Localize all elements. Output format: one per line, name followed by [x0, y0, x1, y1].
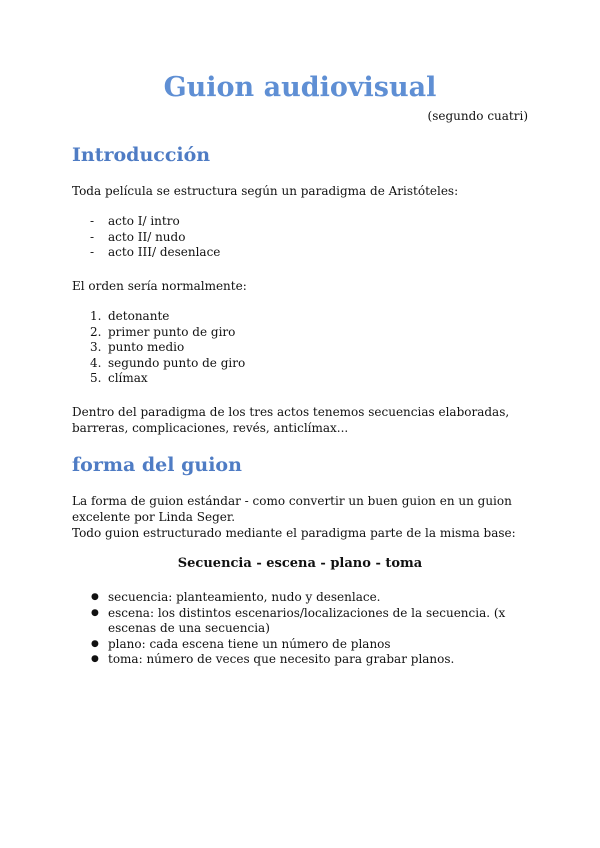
list-item-text: escena: los distintos escenarios/localizaciones de la secuencia. (x escenas de una secuencia) [108, 605, 506, 635]
list-item [72, 340, 528, 356]
document-subtitle: (segundo cuatri) [427, 109, 528, 123]
dash-marker: - [90, 214, 95, 228]
list-item-text: clímax [108, 371, 148, 385]
dash-marker: - [90, 245, 95, 259]
number-marker: 3. [90, 340, 102, 354]
document-title: Guion audiovisual [163, 72, 437, 103]
number-marker: 4. [90, 355, 102, 370]
list-item [72, 356, 528, 372]
bullet-icon: ● [91, 607, 99, 618]
list-item [72, 652, 528, 668]
intro-paragraph-3: Dentro del paradigma de los tres actos tenemos secuencias elaboradas, barreras, complicaciones, revés, anticlímax... [72, 405, 510, 435]
heading-forma-del-guion: forma del guion [72, 454, 242, 476]
heading-introduccion: Introducción [72, 144, 211, 166]
list-item [72, 606, 528, 637]
intro-paragraph-1: Toda película se estructura según un paradigma de Aristóteles: [72, 184, 459, 198]
list-item-text: acto I/ intro [108, 214, 180, 228]
list-item-text: acto II/ nudo [108, 229, 186, 244]
bullet-icon: ● [91, 638, 99, 649]
list-item [72, 371, 528, 387]
structure-list [72, 590, 528, 668]
list-item [72, 309, 528, 325]
intro-paragraph-2: El orden sería normalmente: [72, 279, 247, 293]
number-marker: 2. [90, 324, 102, 339]
list-item-text: toma: número de veces que necesito para grabar planos. [108, 652, 455, 666]
list-item-text: primer punto de giro [108, 324, 236, 339]
structure-hierarchy: Secuencia - escena - plano - toma [177, 556, 423, 571]
list-item [72, 590, 528, 606]
forma-paragraph-2: Todo guion estructurado mediante el paradigma parte de la misma base: [72, 526, 516, 540]
list-item [72, 637, 528, 653]
list-item-text: punto medio [108, 340, 185, 354]
list-item-text: acto III/ desenlace [108, 245, 221, 259]
list-item-text: segundo punto de giro [108, 355, 246, 370]
list-item [72, 245, 528, 261]
list-item-text: detonante [108, 309, 170, 323]
dash-marker: - [90, 229, 95, 244]
list-item-text: secuencia: planteamiento, nudo y desenlace. [108, 590, 381, 604]
list-item-text: plano: cada escena tiene un número de planos [108, 636, 391, 651]
forma-paragraph-1: La forma de guion estándar - como convertir un buen guion en un guion excelente por Linda Seger. [72, 494, 512, 524]
list-item [72, 325, 528, 341]
number-marker: 1. [90, 309, 102, 323]
list-item [72, 230, 528, 246]
list-item [72, 214, 528, 230]
order-list [72, 309, 528, 387]
acts-list [72, 214, 528, 261]
number-marker: 5. [90, 371, 102, 385]
bullet-icon: ● [91, 654, 99, 664]
bullet-icon: ● [91, 592, 99, 602]
